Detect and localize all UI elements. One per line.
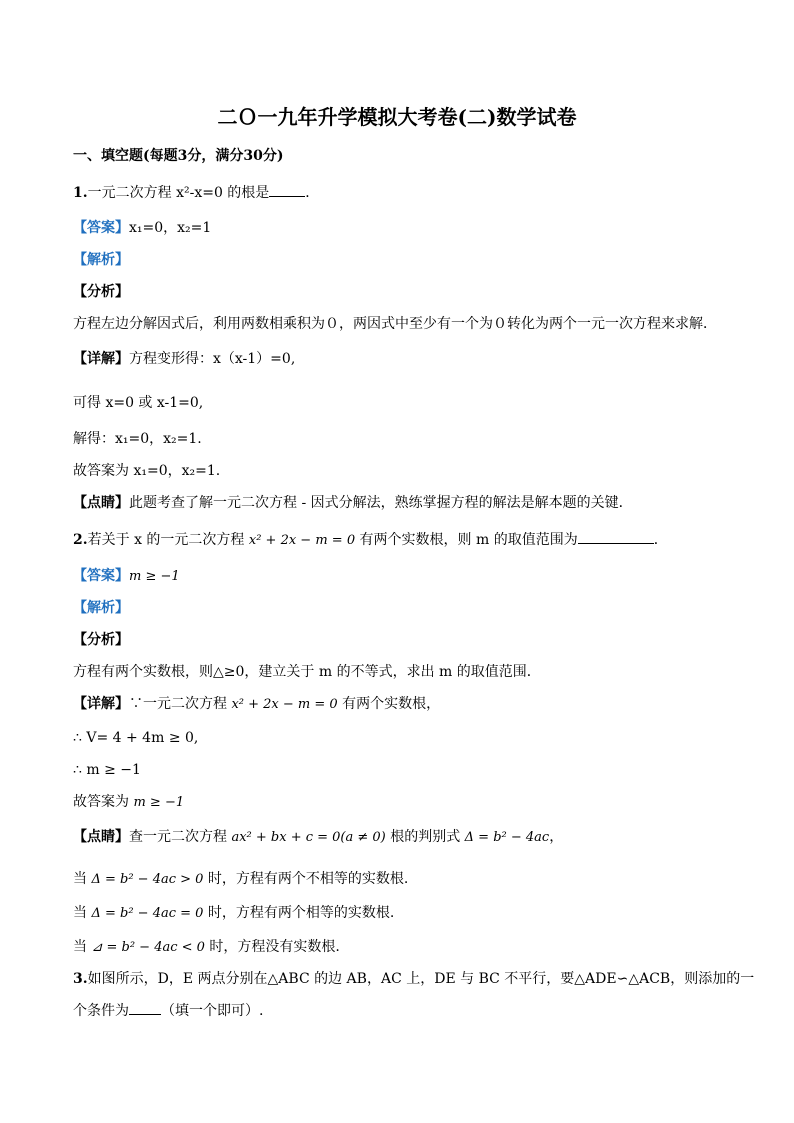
- answer-blank: [129, 1002, 161, 1015]
- detail-tag: 【详解】: [73, 351, 129, 367]
- question-number: 2.: [73, 532, 88, 548]
- question-text: （填一个即可）.: [161, 1003, 264, 1019]
- q2-detail: [73, 694, 440, 715]
- fenxi-tag: 【分析】: [73, 284, 129, 300]
- fenxi-tag: 【分析】: [73, 632, 129, 648]
- comment-text: 查一元二次方程: [129, 829, 232, 845]
- equation: Δ = b² − 4ac = 0: [91, 906, 204, 921]
- answer-value: x₁=0，x₂=1: [129, 220, 212, 236]
- question-3-stem: [73, 969, 754, 989]
- question-number: 1.: [73, 185, 88, 201]
- q2-fenxi-text: 方程有两个实数根，则△≥0，建立关于 m 的不等式，求出 m 的取值范围．: [73, 664, 541, 680]
- analysis-tag: 【解析】: [73, 252, 129, 268]
- comment-tag: 【点睛】: [73, 495, 129, 511]
- q2-case-3: [73, 937, 340, 958]
- detail-line: ∵一元二次方程: [129, 696, 232, 712]
- answer-value: m ≥ −1: [129, 569, 180, 584]
- equation: ⊿ = b² − 4ac < 0: [91, 940, 205, 955]
- answer-blank: [269, 184, 305, 197]
- question-text: 若关于 x 的一元二次方程: [87, 532, 249, 548]
- q2-answer: [73, 566, 180, 587]
- answer-tag: 【答案】: [73, 220, 129, 236]
- equation: Δ = b² − 4ac > 0: [91, 872, 204, 887]
- question-number: 3.: [73, 971, 88, 987]
- equation: x² + 2x − m = 0: [248, 533, 356, 548]
- case-text: 当: [73, 939, 92, 955]
- q1-detail: [73, 349, 295, 369]
- comment-text: 此题考查了解一元二次方程 - 因式分解法，熟练掌握方程的解法是解本题的关键．: [129, 495, 633, 511]
- q2-analysis-tag: [73, 598, 129, 618]
- q1-detail-4: 故答案为 x₁=0，x₂=1.: [73, 463, 221, 479]
- punctuation: ．: [305, 185, 320, 201]
- question-text: 一元二次方程 x²-x=0 的根是: [87, 185, 270, 201]
- q2-comment: [73, 827, 563, 848]
- q2-case-1: [73, 869, 408, 890]
- equation: x² + 2x − m = 0: [231, 697, 338, 712]
- comment-text: 根的判别式: [385, 829, 465, 845]
- q2-detail-3: ∴ m ≥ −1: [73, 762, 141, 778]
- section-heading: 一、填空题(每题3分，满分30分): [73, 148, 284, 164]
- equation: ax² + bx + c = 0(a ≠ 0): [231, 830, 386, 845]
- q1-comment: [73, 493, 633, 513]
- question-text: 个条件为: [73, 1003, 129, 1019]
- page-title: 二Ｏ一九年升学模拟大考卷(二)数学试卷: [217, 105, 577, 129]
- question-2-stem: [73, 530, 668, 551]
- question-3-stem-line2: [73, 1001, 263, 1021]
- q2-detail-4: [73, 792, 184, 813]
- q2-case-2: [73, 903, 394, 924]
- analysis-tag: 【解析】: [73, 600, 129, 616]
- punctuation: ．: [653, 532, 668, 548]
- detail-line: 有两个实数根，: [337, 696, 441, 712]
- detail-line: 故答案为: [73, 794, 134, 810]
- punctuation: ，: [549, 829, 564, 845]
- case-text: 时，方程没有实数根.: [204, 939, 340, 955]
- q1-analysis-tag: [73, 250, 129, 270]
- q1-fenxi-text: 方程左边分解因式后，利用两数相乘积为０，两因式中至少有一个为０转化为两个一元一次方程来求解．: [73, 316, 717, 332]
- question-1-stem: [73, 183, 319, 203]
- answer-blank: [578, 531, 654, 544]
- question-text: 有两个实数根，则 m 的取值范围为: [355, 532, 578, 548]
- q1-detail-2: 可得 x=0 或 x-1=0,: [73, 395, 204, 411]
- q1-detail-3: 解得：x₁=0，x₂=1.: [73, 431, 202, 447]
- detail-line: 方程变形得：x（x-1）=0,: [129, 351, 296, 367]
- case-text: 当: [73, 871, 92, 887]
- detail-tag: 【详解】: [73, 696, 129, 712]
- q1-fenxi-tag: [73, 282, 129, 302]
- question-text: 如图所示，D，E 两点分别在△ABC 的边 AB，AC 上，DE 与 BC 不平行，要△ADE∽△ACB，则添加的一: [87, 971, 755, 987]
- answer-tag: 【答案】: [73, 568, 129, 584]
- case-text: 时，方程有两个相等的实数根.: [203, 905, 395, 921]
- q2-detail-2: ∴ V= 4 + 4m ≥ 0,: [73, 730, 199, 746]
- equation: Δ = b² − 4ac: [464, 830, 550, 845]
- case-text: 时，方程有两个不相等的实数根.: [203, 871, 409, 887]
- q2-fenxi-tag: [73, 630, 129, 650]
- q1-answer: [73, 218, 211, 238]
- case-text: 当: [73, 905, 92, 921]
- equation: m ≥ −1: [133, 795, 185, 810]
- comment-tag: 【点睛】: [73, 829, 129, 845]
